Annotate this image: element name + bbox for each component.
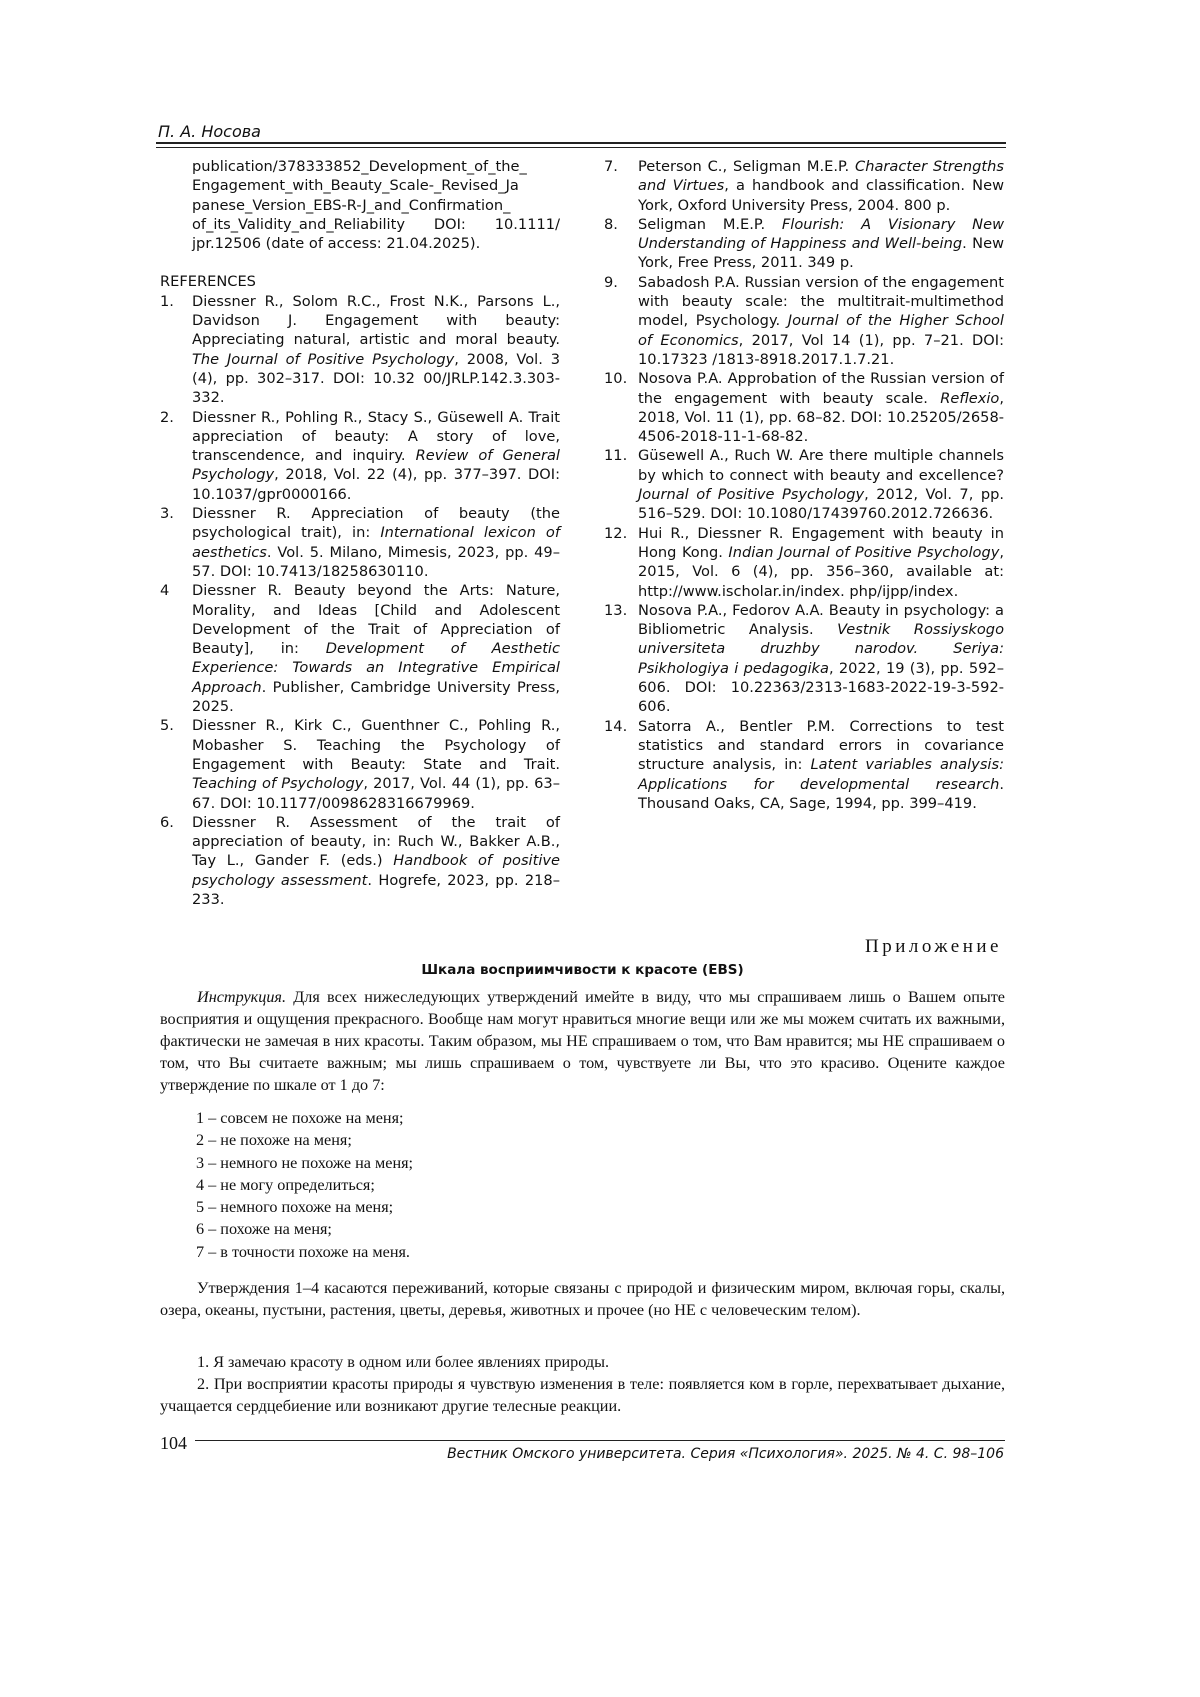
reference-number: 7. — [604, 158, 618, 175]
reference-item — [160, 813, 560, 909]
reference-text-part: , 2022, 19 (3), pp. 592–606. DOI: 10.22363/2313-1683-2022-19-3-592-606. — [638, 659, 1005, 716]
statements-list — [160, 1351, 1005, 1417]
reference-text-part: Nosova P.A., Fedorov A.A. Beauty in psychology: a Bibliometric Analysis. — [638, 601, 1004, 639]
scale-item: 1 – совсем не похоже на меня; — [196, 1109, 404, 1127]
reference-number: 9. — [604, 273, 618, 291]
previous-reference-continuation: publication/378333852_Development_of_the_ Engagement_with_Beauty_Scale-_Revised_Ja panese_Version_EBS-R-J_and_Confirmation_ of_its_Validity_and_Reliability DOI: 10.1111/ jpr.12506 (date of access: 21.04.2025). — [192, 158, 560, 253]
statement-item: 1. Я замечаю красоту в одном или более явлениях природы. — [197, 1353, 610, 1371]
instruction-paragraph — [160, 986, 1005, 1096]
reference-text — [638, 215, 1004, 273]
footer-rule — [195, 1440, 1005, 1441]
scale-item: 7 – в точности похоже на меня. — [196, 1242, 410, 1261]
reference-item — [160, 408, 560, 504]
reference-text-part: . New York, Free Press, 2011. 349 p. — [638, 235, 1004, 272]
reference-number: 10. — [604, 370, 628, 388]
reference-list-left — [160, 292, 560, 910]
reference-item — [604, 215, 1004, 273]
reference-text-part: Nosova P.A. Approbation of the Russian version of the engagement with beauty scale. — [638, 370, 1004, 407]
reference-item — [160, 716, 560, 812]
statements-intro-text: Утверждения 1–4 касаются переживаний, которые связаны с природой и физическим миром, включая горы, скалы, озера, океаны, пустыни, растения, цветы, деревья, животных и прочее (но НЕ с человеческим телом). — [160, 1279, 1005, 1319]
reference-number: 3. — [160, 505, 174, 523]
reference-text — [192, 292, 560, 408]
reference-text — [638, 524, 1004, 601]
reference-number: 6. — [160, 813, 174, 831]
rating-scale-list — [196, 1107, 413, 1263]
header-rule — [156, 142, 1006, 148]
reference-text-part: , 2015, Vol. 6 (4), pp. 356–360, available at: http://www.ischolar.in/index. php/ijpp/index. — [638, 543, 1004, 600]
reference-text-part: Hui R., Diessner R. Engagement with beauty in Hong Kong. — [638, 524, 1004, 561]
reference-source-title: Journal of Positive Psychology — [638, 486, 865, 504]
statement-item: 2. При восприятии красоты природы я чувствую изменения в теле: появляется ком в горле, перехватывает дыхание, учащается сердцебиение или возникают другие телесные реакции. — [160, 1375, 1005, 1415]
reference-text-part: . Vol. 5. Milano, Mimesis, 2023, pp. 49–57. DOI: 10.7413/18258630110. — [192, 543, 560, 580]
reference-text-part: , 2017, Vol 14 (1), pp. 7–21. DOI: 10.17323 /1813-8918.2017.1.7.21. — [638, 331, 1004, 368]
scale-item: 5 – немного похоже на меня; — [196, 1198, 394, 1217]
reference-text-part: , a handbook and classification. New York, Oxford University Press, 2004. 800 p. — [638, 177, 1004, 214]
reference-text-part: , 2012, Vol. 7, pp. 516–529. DOI: 10.1080/17439760.2012.726636. — [638, 486, 1004, 523]
reference-number: 2. — [160, 408, 174, 426]
reference-text-part: . Publisher, Cambridge University Press, 2025. — [192, 678, 560, 716]
reference-item — [604, 157, 1004, 215]
reference-text-part: Satorra A., Bentler P.M. Corrections to test statistics and standard errors in covariance structure analysis, in: — [638, 717, 1004, 774]
reference-text-part: Diessner R., Pohling R., Stacy S., Güsewell A. Trait appreciation of beauty: A story of love, transcendence, and inquiry. — [192, 408, 560, 465]
statements-intro — [160, 1277, 1005, 1321]
reference-text-part: Diessner R., Solom R.C., Frost N.K., Parsons L., Davidson J. Engagement with beauty: Appreciating natural, artistic and moral beauty. — [192, 292, 560, 349]
reference-source-title: Character Strengths and Virtues — [638, 158, 1004, 195]
reference-source-title: The Journal of Positive Psychology — [192, 350, 455, 368]
reference-text-part: . Hogrefe, 2023, pp. 218–233. — [192, 871, 561, 908]
reference-number: 12. — [604, 524, 628, 542]
reference-text-part: Diessner R. Beauty beyond the Arts: Nature, Morality, and Ideas [Child and Adolescent Development of the Trait of Appreciation of Beauty], in: — [192, 582, 560, 658]
reference-text-part: Seligman M.E.P. — [638, 215, 782, 233]
reference-source-title: Handbook of positive psychology assessment — [192, 852, 561, 889]
running-header-author: П. А. Носова — [158, 122, 261, 141]
references-column-right — [604, 157, 1004, 813]
reference-text-part: Güsewell A., Ruch W. Are there multiple channels by which to connect with beauty and excellence? — [638, 447, 1004, 484]
reference-text-part: , 2008, Vol. 3 (4), pp. 302–317. DOI: 10.32 00/JRLP.142.3.303-332. — [192, 350, 561, 407]
reference-item — [604, 524, 1004, 601]
reference-text — [192, 716, 560, 812]
reference-text-part: , 2018, Vol. 11 (1), pp. 68–82. DOI: 10.25205/2658-4506-2018-11-1-68-82. — [638, 389, 1004, 446]
reference-text-part: , 2018, Vol. 22 (4), pp. 377–397. DOI: 10.1037/gpr0000166. — [192, 466, 560, 503]
reference-item — [604, 369, 1004, 446]
reference-text-part: Diessner R., Kirk C., Guenthner C., Pohling R., Mobasher S. Teaching the Psychology of Engagement with Beauty: State and Trait. — [192, 717, 560, 773]
reference-item — [160, 581, 560, 716]
reference-source-title: Journal of the Higher School of Economics — [638, 312, 1004, 349]
instruction-lead: Инструкция. — [197, 988, 286, 1006]
reference-text — [638, 446, 1004, 523]
page-number: 104 — [160, 1433, 187, 1453]
reference-text — [192, 813, 560, 909]
reference-source-title: International lexicon of aesthetics — [192, 524, 560, 561]
references-heading: REFERENCES — [160, 273, 256, 291]
reference-text-part: . Thousand Oaks, CA, Sage, 1994, pp. 399–419. — [638, 775, 1004, 812]
reference-number: 14. — [604, 717, 628, 735]
reference-text — [638, 717, 1004, 813]
reference-item — [604, 601, 1004, 717]
reference-text-part: Peterson C., Seligman M.E.P. — [638, 158, 856, 175]
reference-source-title: Development of Aesthetic Experience: Towards an Integrative Empirical Approach — [192, 640, 560, 696]
appendix-title: Шкала восприимчивости к красоте (EBS) — [421, 962, 744, 978]
appendix-label: Приложение — [865, 936, 1002, 957]
reference-number: 1. — [160, 292, 174, 310]
reference-number: 8. — [604, 215, 618, 233]
reference-source-title: Latent variables analysis: Applications for developmental research — [638, 756, 1004, 793]
scale-item: 6 – похоже на меня; — [196, 1220, 332, 1239]
reference-text — [638, 601, 1004, 717]
reference-source-title: Indian Journal of Positive Psychology — [728, 543, 1000, 561]
scale-item: 4 – не могу определиться; — [196, 1175, 375, 1194]
reference-item — [160, 504, 560, 581]
reference-number: 5. — [160, 717, 174, 735]
scale-item: 3 – немного не похоже на меня; — [196, 1153, 414, 1172]
reference-text-part: , 2017, Vol. 44 (1), pp. 63–67. DOI: 10.1177/0098628316679969. — [192, 775, 561, 812]
reference-item — [604, 273, 1004, 369]
reference-source-title: Vestnik Rossiyskogo universiteta druzhby narodov. Seriya: Psikhologiya i pedagogika — [638, 621, 1004, 677]
reference-text-part: Diessner R. Appreciation of beauty (the psychological trait), in: — [192, 505, 560, 542]
references-column-left — [160, 157, 560, 909]
instruction-text: Для всех нижеследующих утверждений имейте в виду, что мы спрашиваем лишь о Вашем опыте восприятия и ощущения прекрасного. Вообще нам могут нравиться многие вещи или же мы можем считать их важными, фактически не замечая в них красоты. Таким образом, мы НЕ спрашиваем о том, что Вам нравится; мы НЕ спрашиваем о том, что Вы считаете важным; мы лишь спрашиваем о том, чувствуете ли Вы, что это красиво. Оцените каждое утверждение по шкале от 1 до 7: — [160, 988, 1005, 1094]
reference-source-title: Reflexio — [940, 389, 1000, 407]
reference-text — [192, 504, 560, 581]
reference-source-title: Review of General Psychology — [192, 447, 560, 484]
reference-number: 4 — [160, 582, 170, 600]
reference-source-title: Teaching of Psychology — [192, 775, 364, 793]
reference-text — [638, 157, 1004, 215]
reference-text — [638, 369, 1004, 446]
reference-number: 13. — [604, 601, 628, 619]
reference-item — [160, 292, 560, 408]
scale-item: 2 – не похоже на меня; — [196, 1131, 352, 1150]
reference-item — [604, 446, 1004, 523]
reference-item — [604, 717, 1004, 813]
reference-source-title: Flourish: A Visionary New Understanding of Happiness and Well-being — [638, 215, 1005, 253]
reference-text — [192, 408, 560, 504]
reference-list-right — [604, 157, 1004, 813]
reference-text-part: Diessner R. Assessment of the trait of appreciation of beauty, in: Ruch W., Bakker A.B., Tay L., Gander F. (eds.) — [192, 813, 560, 870]
reference-text — [192, 581, 560, 716]
reference-text-part: Sabadosh P.A. Russian version of the engagement with beauty scale: the multitrait-multimethod model, Psychology. — [638, 273, 1004, 330]
footer-journal: Вестник Омского университета. Серия «Психология». 2025. № 4. С. 98–106 — [447, 1446, 1004, 1462]
reference-number: 11. — [604, 447, 628, 465]
reference-text — [638, 273, 1004, 369]
